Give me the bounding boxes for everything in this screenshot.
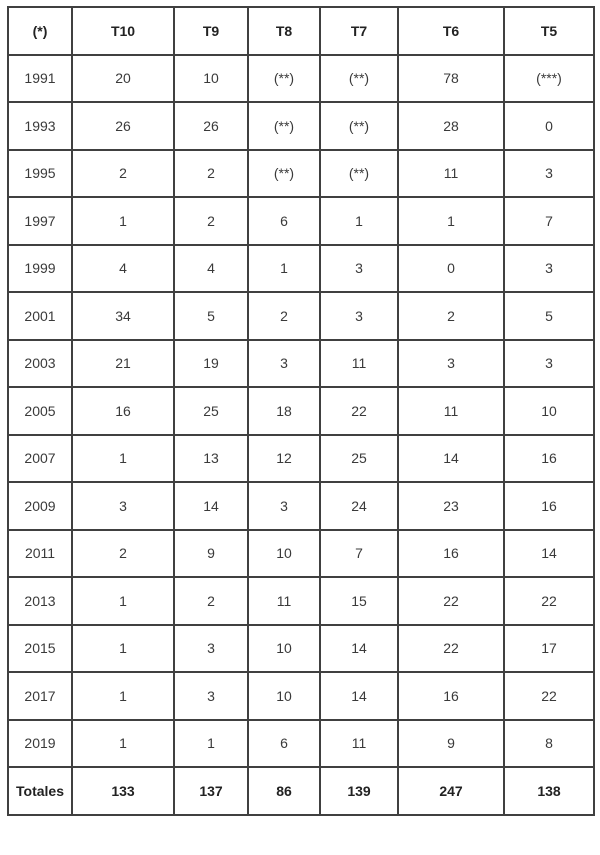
table-cell: 28 [398, 102, 504, 150]
table-cell: 22 [504, 672, 594, 720]
table-cell: 16 [504, 435, 594, 483]
year-cell: 2003 [8, 340, 72, 388]
table-container [7, 6, 595, 816]
table-cell: 8 [504, 720, 594, 768]
table-cell: 14 [320, 625, 398, 673]
table-cell: 1 [248, 245, 320, 293]
table-cell: 20 [72, 55, 174, 103]
table-cell: 11 [398, 150, 504, 198]
year-cell: 2005 [8, 387, 72, 435]
table-header [8, 7, 594, 55]
totals-cell: 247 [398, 767, 504, 815]
table-cell: (***) [504, 55, 594, 103]
year-cell: 2001 [8, 292, 72, 340]
totals-cell: 138 [504, 767, 594, 815]
table-cell: 14 [398, 435, 504, 483]
table-row [8, 197, 594, 245]
table-cell: 14 [320, 672, 398, 720]
table-cell: 6 [248, 197, 320, 245]
table-cell: 16 [398, 672, 504, 720]
table-cell: 17 [504, 625, 594, 673]
table-cell: 22 [504, 577, 594, 625]
table-cell: 1 [72, 625, 174, 673]
table-cell: 15 [320, 577, 398, 625]
data-table [7, 6, 595, 816]
table-cell: 2 [248, 292, 320, 340]
year-cell: 2007 [8, 435, 72, 483]
table-cell: 9 [398, 720, 504, 768]
table-cell: 1 [72, 197, 174, 245]
table-cell: 3 [504, 245, 594, 293]
totals-cell: 139 [320, 767, 398, 815]
table-cell: 7 [504, 197, 594, 245]
year-cell: 2011 [8, 530, 72, 578]
table-cell: 2 [174, 150, 248, 198]
table-cell: 2 [174, 577, 248, 625]
header-cell-t8: T8 [248, 7, 320, 55]
totals-label: Totales [8, 767, 72, 815]
table-cell: 3 [248, 482, 320, 530]
table-cell: 11 [248, 577, 320, 625]
table-cell: 16 [72, 387, 174, 435]
table-cell: 12 [248, 435, 320, 483]
year-cell: 2015 [8, 625, 72, 673]
table-row [8, 530, 594, 578]
table-cell: 23 [398, 482, 504, 530]
year-cell: 2017 [8, 672, 72, 720]
year-cell: 1993 [8, 102, 72, 150]
year-cell: 1991 [8, 55, 72, 103]
table-cell: 14 [174, 482, 248, 530]
table-cell: (**) [248, 55, 320, 103]
table-cell: 25 [174, 387, 248, 435]
table-cell: 3 [504, 150, 594, 198]
table-cell: 3 [320, 245, 398, 293]
table-cell: 16 [398, 530, 504, 578]
table-cell: 22 [320, 387, 398, 435]
table-cell: 10 [248, 672, 320, 720]
table-cell: 1 [72, 720, 174, 768]
table-cell: 11 [398, 387, 504, 435]
table-cell: 2 [174, 197, 248, 245]
table-cell: 3 [72, 482, 174, 530]
table-cell: 11 [320, 340, 398, 388]
table-cell: 2 [72, 150, 174, 198]
table-cell: 7 [320, 530, 398, 578]
header-cell-t10: T10 [72, 7, 174, 55]
year-cell: 1997 [8, 197, 72, 245]
table-cell: 22 [398, 577, 504, 625]
table-cell: 18 [248, 387, 320, 435]
table-cell: 5 [504, 292, 594, 340]
table-cell: 25 [320, 435, 398, 483]
table-cell: 11 [320, 720, 398, 768]
table-row [8, 482, 594, 530]
table-cell: (**) [320, 55, 398, 103]
totals-cell: 137 [174, 767, 248, 815]
year-cell: 2013 [8, 577, 72, 625]
table-cell: 10 [248, 530, 320, 578]
table-cell: 3 [320, 292, 398, 340]
table-cell: (**) [320, 102, 398, 150]
header-cell-t7: T7 [320, 7, 398, 55]
table-cell: 10 [248, 625, 320, 673]
table-cell: 21 [72, 340, 174, 388]
table-cell: 1 [320, 197, 398, 245]
table-cell: 10 [174, 55, 248, 103]
table-cell: 1 [72, 435, 174, 483]
table-row [8, 55, 594, 103]
table-cell: 1 [72, 672, 174, 720]
table-row [8, 720, 594, 768]
totals-cell: 86 [248, 767, 320, 815]
table-cell: 34 [72, 292, 174, 340]
table-cell: 3 [174, 672, 248, 720]
table-cell: (**) [248, 150, 320, 198]
table-row [8, 102, 594, 150]
header-cell-year: (*) [8, 7, 72, 55]
table-cell: 4 [174, 245, 248, 293]
header-row [8, 7, 594, 55]
table-row [8, 435, 594, 483]
totals-cell: 133 [72, 767, 174, 815]
table-cell: (**) [248, 102, 320, 150]
header-cell-t9: T9 [174, 7, 248, 55]
table-cell: 3 [504, 340, 594, 388]
table-cell: 0 [504, 102, 594, 150]
table-cell: 3 [248, 340, 320, 388]
table-cell: 4 [72, 245, 174, 293]
totals-row [8, 767, 594, 815]
table-cell: 13 [174, 435, 248, 483]
table-cell: 0 [398, 245, 504, 293]
table-row [8, 625, 594, 673]
table-cell: 14 [504, 530, 594, 578]
table-row [8, 292, 594, 340]
year-cell: 1999 [8, 245, 72, 293]
table-cell: 16 [504, 482, 594, 530]
table-cell: 5 [174, 292, 248, 340]
table-cell: 24 [320, 482, 398, 530]
table-cell: 3 [174, 625, 248, 673]
table-cell: 78 [398, 55, 504, 103]
table-cell: 26 [174, 102, 248, 150]
table-cell: 2 [72, 530, 174, 578]
table-cell: 10 [504, 387, 594, 435]
table-cell: 19 [174, 340, 248, 388]
year-cell: 1995 [8, 150, 72, 198]
table-row [8, 340, 594, 388]
table-cell: 9 [174, 530, 248, 578]
table-cell: 1 [72, 577, 174, 625]
table-cell: 1 [398, 197, 504, 245]
header-cell-t5: T5 [504, 7, 594, 55]
table-row [8, 672, 594, 720]
table-row [8, 387, 594, 435]
table-cell: 3 [398, 340, 504, 388]
table-cell: 6 [248, 720, 320, 768]
header-cell-t6: T6 [398, 7, 504, 55]
table-row [8, 245, 594, 293]
table-cell: 2 [398, 292, 504, 340]
table-body [8, 55, 594, 815]
table-row [8, 150, 594, 198]
table-row [8, 577, 594, 625]
table-cell: 1 [174, 720, 248, 768]
table-cell: (**) [320, 150, 398, 198]
table-cell: 26 [72, 102, 174, 150]
year-cell: 2019 [8, 720, 72, 768]
table-cell: 22 [398, 625, 504, 673]
year-cell: 2009 [8, 482, 72, 530]
